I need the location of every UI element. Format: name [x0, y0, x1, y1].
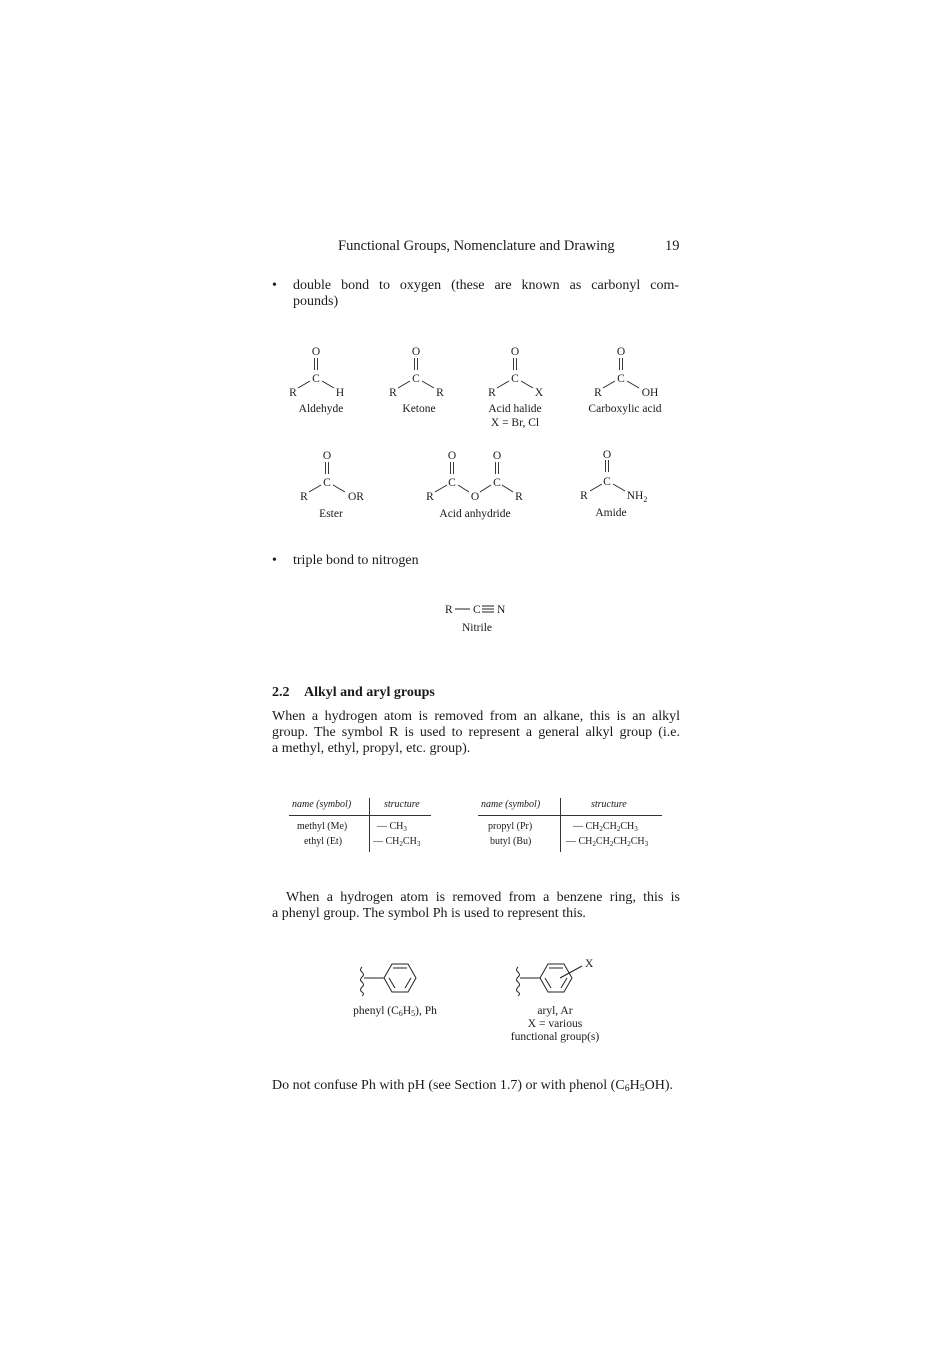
caption-phenyl: phenyl $(C_6H_5)$, Ph — [353, 1005, 437, 1018]
para2-line2: a phenyl group. The symbol Ph is used to represent this. — [272, 906, 586, 921]
ester-o: O — [322, 450, 332, 462]
aldehyde-c: C — [312, 373, 320, 385]
caption-ester: Ester — [319, 508, 343, 520]
bullet-marker: • — [272, 278, 277, 293]
aldehyde-o: O — [311, 346, 321, 358]
amide-c: C — [603, 476, 611, 488]
caption-nitrile: Nitrile — [461, 622, 493, 634]
caption-amide: Amide — [595, 507, 627, 519]
anhydride-r1: R — [426, 491, 434, 503]
bullet-text-line2: pounds) — [293, 294, 339, 309]
anhydride-c2: C — [493, 477, 501, 489]
para1-line1: When a hydrogen atom is removed from an alkane, this is an alkyl — [272, 709, 680, 724]
ester-c: C — [323, 477, 331, 489]
ketone-o: O — [411, 346, 421, 358]
anhydride-o1: O — [447, 450, 457, 462]
caption-ketone: Ketone — [402, 403, 436, 415]
table-row-structure: — $CH_2CH_3$ — [373, 836, 421, 848]
wavy-bond-icon — [361, 967, 364, 996]
caption-acid-halide: Acid halide — [488, 403, 542, 415]
ester-or: OR — [348, 491, 364, 503]
aldehyde-r: R — [289, 387, 297, 399]
caption-aldehyde: Aldehyde — [298, 403, 344, 415]
caption-acid-halide-note: X = Br, Cl — [490, 417, 540, 429]
aryl-x-label: X — [585, 958, 594, 970]
acid-halide-r: R — [488, 387, 496, 399]
bullet-text-line1: double bond to oxygen (these are known as carbonyl com- — [293, 278, 679, 293]
bullet-text-nitrile: triple bond to nitrogen — [293, 553, 419, 568]
section-number: 2.2 — [272, 685, 290, 700]
section-title: Alkyl and aryl groups — [304, 685, 435, 700]
ester-r: R — [300, 491, 308, 503]
caption-aryl: aryl, Ar — [537, 1005, 573, 1017]
formula: $CH_3$ — [389, 821, 407, 833]
anhydride-o-bridge: O — [470, 491, 480, 503]
acid-halide-c: C — [511, 373, 519, 385]
table-left-col-structure: structure — [384, 799, 420, 810]
para1-line3: a methyl, ethyl, propyl, etc. group). — [272, 741, 471, 756]
anhydride-o2: O — [492, 450, 502, 462]
table-row-name: propyl (Pr) — [488, 821, 533, 832]
ketone-c: C — [412, 373, 420, 385]
table-row-name: butyl (Bu) — [490, 836, 532, 847]
carboxylic-o: O — [616, 346, 626, 358]
table-row-structure: — $CH_2CH_2CH_2CH_3$ — [566, 836, 649, 848]
table-right-col-name: name (symbol) — [481, 799, 541, 810]
caption-carboxylic-acid: Carboxylic acid — [588, 403, 662, 415]
anhydride-r2: R — [515, 491, 523, 503]
running-title: Functional Groups, Nomenclature and Drawing — [338, 238, 615, 254]
table-row-structure: — $CH_2CH_2CH_3$ — [573, 821, 638, 833]
para2-line1: When a hydrogen atom is removed from a benzene ring, this is — [286, 890, 680, 905]
amide-r: R — [580, 490, 588, 502]
carboxylic-oh: OH — [641, 387, 659, 399]
formula: $CH_2CH_2CH_3$ — [585, 821, 638, 833]
carboxylic-r: R — [594, 387, 602, 399]
caption-aryl-note1: X = various — [527, 1018, 583, 1030]
table-row-name: methyl (Me) — [297, 821, 348, 832]
amide-nh2: $NH_2$ — [626, 490, 648, 504]
para1-line2: group. The symbol R is used to represent a general alkyl group (i.e. — [272, 725, 680, 740]
caption-acid-anhydride: Acid anhydride — [439, 508, 511, 520]
nitrile-n: N — [497, 604, 506, 616]
anhydride-c1: C — [448, 477, 456, 489]
ketone-r2: R — [436, 387, 444, 399]
nitrile-c: C — [473, 604, 481, 616]
ketone-r1: R — [389, 387, 397, 399]
page-number: 19 — [665, 238, 680, 254]
table-row-structure: — $CH_3$ — [377, 821, 407, 833]
carboxylic-c: C — [617, 373, 625, 385]
nitrile-r: R — [445, 604, 453, 616]
final-note: Do not confuse Ph with pH (see Section 1.7) or with phenol $(C_6H_5OH)$. — [272, 1078, 674, 1094]
acid-halide-o: O — [510, 346, 520, 358]
table-right-col-structure: structure — [591, 799, 627, 810]
caption-aryl-note2: functional group(s) — [510, 1031, 600, 1043]
amide-o: O — [602, 449, 612, 461]
wavy-bond-icon — [517, 967, 520, 996]
table-left-col-name: name (symbol) — [292, 799, 352, 810]
acid-halide-x: X — [534, 387, 544, 399]
bullet-marker-2: • — [272, 553, 277, 568]
aldehyde-h: H — [335, 387, 345, 399]
table-row-name: ethyl (Et) — [304, 836, 343, 847]
formula: $CH_2CH_2CH_2CH_3$ — [578, 836, 649, 848]
formula: $CH_2CH_3$ — [385, 836, 421, 848]
